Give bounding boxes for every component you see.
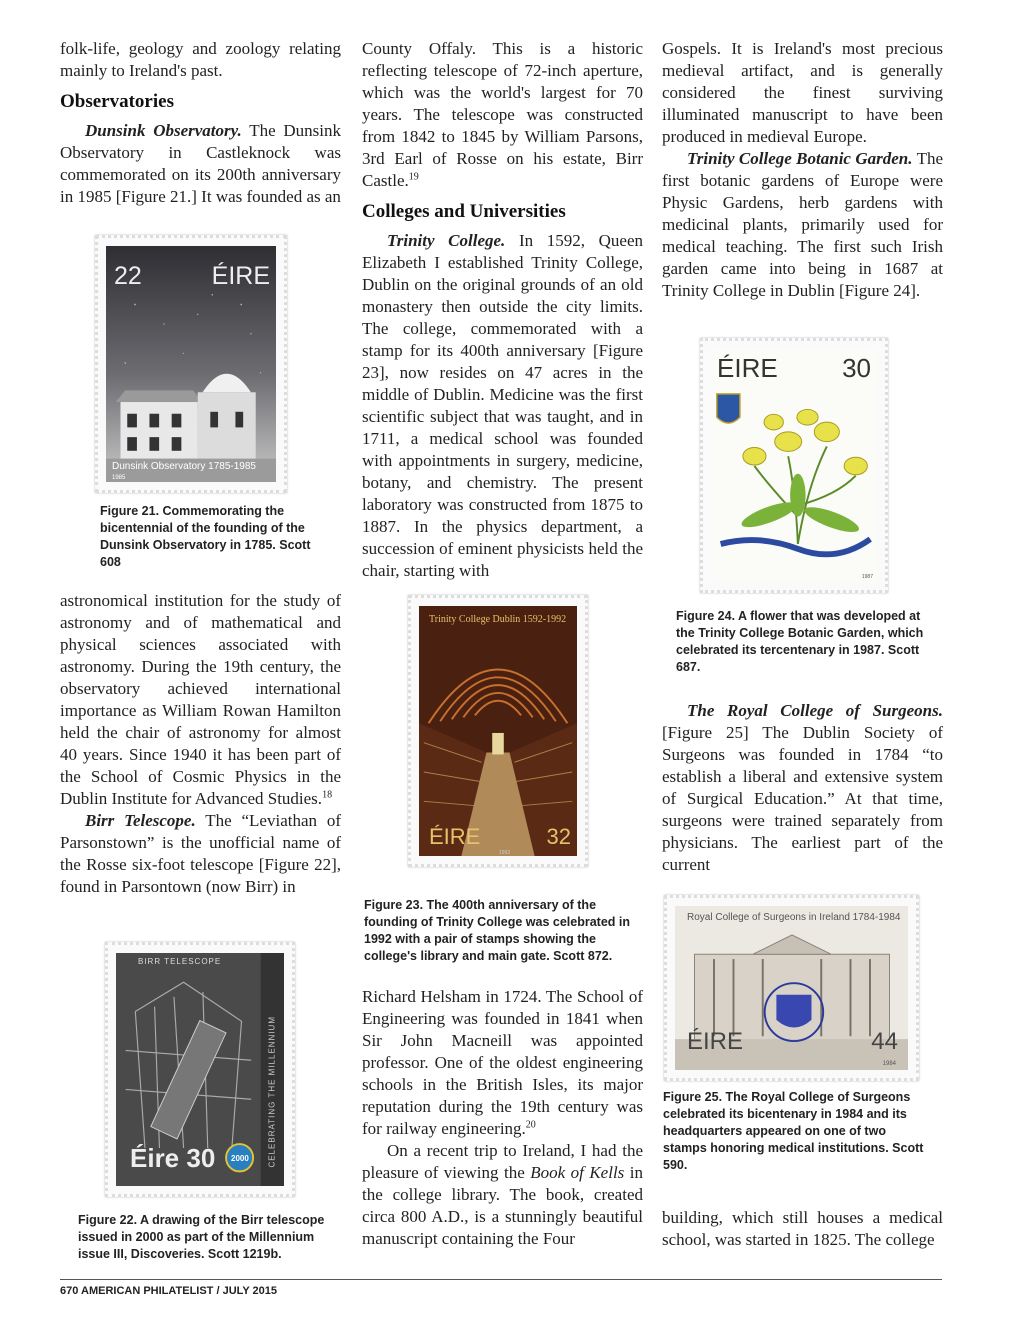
- footnote-18: 18: [322, 789, 333, 801]
- stamp-badge: 2000: [231, 1154, 249, 1163]
- library-illustration: [419, 606, 577, 856]
- stamp-year: 1992: [499, 850, 511, 856]
- text-botanic: The first botanic gardens of Europe were Physic Gardens, herb gardens with medicinal plants, primarily used for medical teaching. The first such Irish garden came into being in 1687 at Trinity College in Dublin [Figure 24].: [662, 149, 944, 300]
- text-kells-a: On a recent trip to Ireland, I had the pleasure of viewing the: [362, 1141, 643, 1182]
- figure-23-caption: Figure 23. The 400th anniversary of the founding of Trinity College was celebrated in 1992 with a pair of stamps showing the college's library and main gate. Scott 872.: [364, 898, 631, 963]
- text-birr: The “Leviathan of Parsonstown” is the unofficial name of the Rosse six-foot telescope [Figure 22], found in Parsontown (now Birr) in: [60, 811, 341, 896]
- section-heading-colleges: Colleges and Universities: [362, 201, 566, 222]
- stamp-value: Éire 30: [130, 1143, 216, 1173]
- paragraph-kells: [362, 1140, 643, 1250]
- book-title: Book of Kells: [530, 1163, 625, 1182]
- figure-21-caption: Figure 21. Commemorating the bicentennial of the founding of the Dunsink Observatory in 1785. Scott 608: [100, 504, 311, 569]
- stamp-royal-college-surgeons: [664, 895, 919, 1081]
- page-footer: 670 AMERICAN PHILATELIST / JULY 2015: [60, 1285, 278, 1297]
- paragraph: [60, 590, 341, 810]
- stamp-legend: Dunsink Observatory 1785-1985: [112, 461, 256, 472]
- stamp-value: 32: [546, 824, 571, 849]
- text-astronomy: astronomical institution for the study of astronomy and of mathematical and physical sciences associated with astronomy. During the 19th century, the observatory achieved international importance as William Rowan Hamilton held the chair of astronomy for almost 40 years. Since 1940 it has been part of the School of Cosmic Physics in the Dublin Institute for Advanced Studies.: [60, 591, 341, 808]
- stamp-trinity-library: [408, 595, 588, 867]
- lead-surgeons: The Royal College of Surgeons.: [687, 701, 943, 720]
- paragraph-botanic: [662, 148, 943, 302]
- footnote-19: 19: [408, 171, 419, 183]
- text-dunsink: The Dunsink Observatory in Castleknock was commemorated on its 200th anniversary in 1985 [Figure 21.] It was founded as an: [60, 121, 341, 206]
- stamp-country: ÉIRE: [687, 1028, 744, 1055]
- section-heading-observatories: Observatories: [60, 91, 174, 112]
- stamp-title: BIRR TELESCOPE: [138, 957, 222, 966]
- stamp-title: Trinity College Dublin 1592-1992: [429, 614, 567, 625]
- column-1-top: [60, 38, 341, 208]
- text-kells-b: in the college library. The book, created circa 800 A.D., is a stunningly beautiful manuscript containing the Four: [362, 1163, 643, 1248]
- paragraph-birr: [60, 810, 341, 898]
- column-3-bottom: [662, 1207, 943, 1251]
- stamp-botanic-flower: [700, 338, 888, 593]
- lead-botanic: Trinity College Botanic Garden.: [687, 149, 913, 168]
- paragraph: [362, 986, 643, 1140]
- stamp-value: 22: [114, 262, 142, 290]
- paragraph: [362, 38, 643, 192]
- column-3-top: [662, 38, 943, 302]
- lead-trinity: Trinity College.: [387, 231, 506, 250]
- paragraph-surgeons: [662, 700, 943, 876]
- column-3-mid: [662, 700, 943, 876]
- lead-birr: Birr Telescope.: [85, 811, 196, 830]
- stamp-year: 1987: [861, 574, 873, 580]
- text-offaly: County Offaly. This is a historic reflecting telescope of 72-inch aperture, which was the world's largest for 70 years. The telescope was constructed from 1842 to 1845 by William Parsons, 3rd Earl of Rosse on his estate, Birr Castle.: [362, 39, 643, 190]
- stamp-country: ÉIRE: [429, 824, 481, 849]
- text-trinity: In 1592, Queen Elizabeth I established Trinity College, Dublin on the original grounds of an old monastery then outside the city limits. The college, commemorated with a stamp for its 400th anniversary [Figure 23], now resides on 47 acres in the middle of Dublin. Medicine was the first scientific subject that was taught, and in 1711, a medical school was founded with appointments in surgery, medicine, botany, and chemistry. The present laboratory was constructed from 1875 to 1887. In the physics department, a succession of eminent physicists held the chair, starting with: [362, 231, 644, 580]
- text-engineering: Richard Helsham in 1724. The School of Engineering was founded in 1841 when Sir John Macneill was appointed professor. One of the oldest engineering schools in the British Isles, its major reputation during the 19th century was for railway engineering.: [362, 987, 643, 1138]
- stamp-value: 30: [842, 353, 871, 383]
- figure-24-caption: Figure 24. A flower that was developed at the Trinity College Botanic Garden, which celebrated its tercentenary in 1987. Scott 687.: [676, 609, 924, 674]
- paragraph: Gospels. It is Ireland's most precious medieval artifact, and is generally considered the finest surviving illuminated manuscript to have been produced in medieval Europe.: [662, 39, 943, 146]
- stamp-dunsink-observatory: [95, 235, 287, 493]
- paragraph: building, which still houses a medical school, was started in 1825. The college: [662, 1208, 943, 1249]
- paragraph: folk-life, geology and zoology relating mainly to Ireland's past.: [60, 39, 341, 80]
- paragraph-dunsink: [60, 120, 341, 208]
- column-2-bottom: [362, 986, 643, 1250]
- stamp-year: 1984: [882, 1061, 896, 1067]
- column-2-top: [362, 38, 643, 582]
- stamp-title: Royal College of Surgeons in Ireland 1784-1984: [687, 912, 901, 923]
- stamp-side-text: CELEBRATING THE MILLENNIUM: [267, 1015, 277, 1168]
- figure-25-caption: Figure 25. The Royal College of Surgeons celebrated its bicentenary in 1984 and its headquarters appeared on one of two stamps honoring medical institutions. Scott 590.: [663, 1090, 924, 1172]
- stamp-birr-telescope: [105, 942, 295, 1197]
- paragraph-trinity: [362, 230, 643, 582]
- stamp-year: 1985: [112, 475, 126, 481]
- stamp-country: ÉIRE: [211, 262, 270, 290]
- stamp-value: 44: [871, 1028, 898, 1055]
- footer-rule: [60, 1279, 942, 1280]
- stamp-country: ÉIRE: [717, 353, 778, 383]
- lead-dunsink: Dunsink Observatory.: [85, 121, 242, 140]
- footnote-20: 20: [525, 1119, 536, 1131]
- column-1-bottom: [60, 590, 341, 898]
- text-surgeons: [Figure 25] The Dublin Society of Surgeons was founded in 1784 “to establish a liberal and extensive system of Surgical Education.” At that time, surgeons were trained separately from physicians. The earliest part of the current: [662, 723, 943, 874]
- figure-22-caption: Figure 22. A drawing of the Birr telescope issued in 2000 as part of the Millennium issue III, Discoveries. Scott 1219b.: [78, 1213, 325, 1261]
